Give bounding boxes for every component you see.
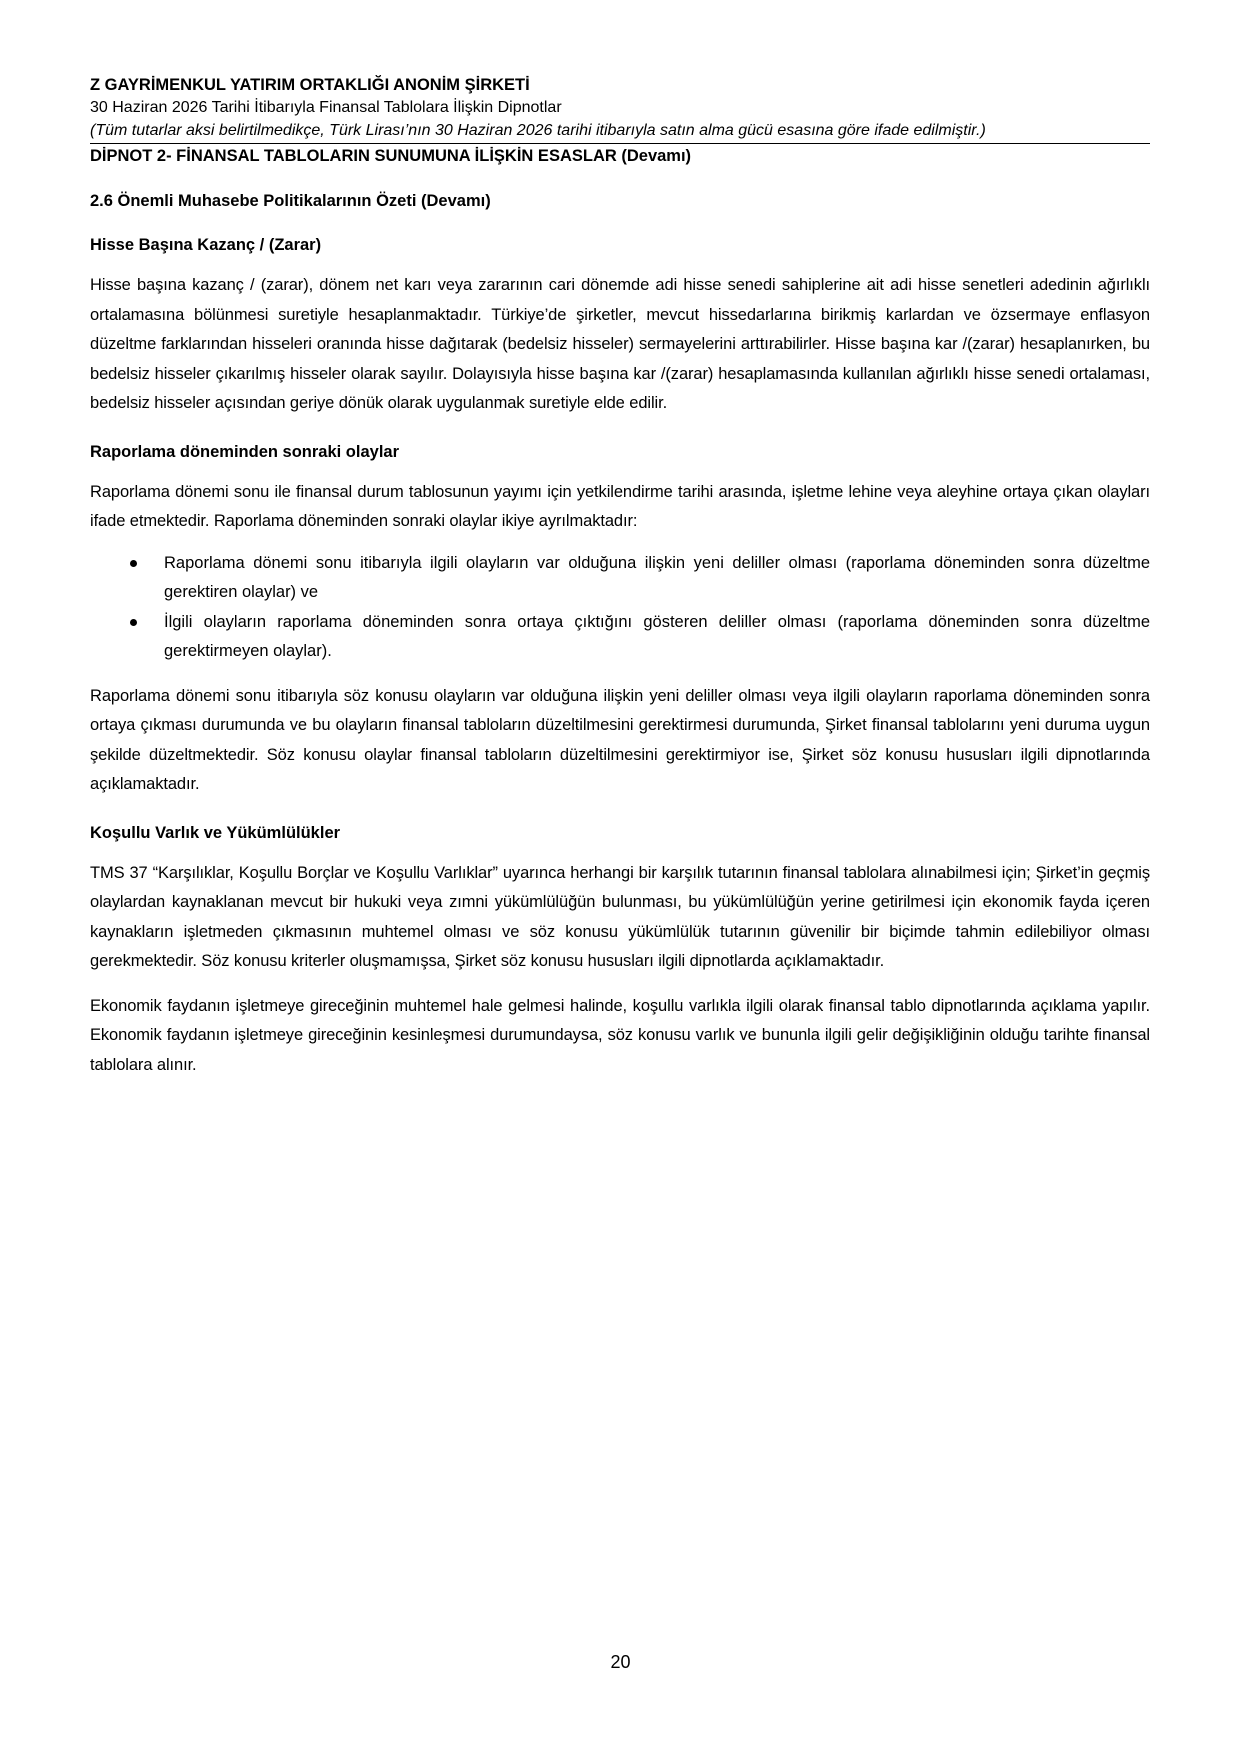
page-number: 20 (610, 1652, 631, 1672)
subsequent-events-heading: Raporlama döneminden sonraki olaylar (90, 442, 400, 461)
dipnot-title: DİPNOT 2- FİNANSAL TABLOLARIN SUNUMUNA İLİŞKİN ESASLAR (Devamı) (90, 147, 692, 165)
bullet-icon (130, 560, 137, 567)
report-subtitle: 30 Haziran 2026 Tarihi İtibarıyla Finansal Tablolara İlişkin Dipnotlar (90, 99, 562, 116)
list-item (90, 608, 1150, 667)
currency-note: (Tüm tutarlar aksi belirtilmedikçe, Türk Lirası’nın 30 Haziran 2026 tarihi itibarıyla satın alma gücü esasına göre ifade edilmiştir.) (90, 119, 1150, 144)
subsequent-events-paragraph-2: Raporlama dönemi sonu itibarıyla söz konusu olayların var olduğuna ilişkin yeni deliller olması veya ilgili olayların raporlama döneminden sonra ortaya çıkması durumunda ve bu olayların finansal tabloların düzeltilmesini gerektirmesi durumunda, Şirket finansal tablolarını yeni duruma uygun şekilde düzeltmektedir. Söz konusu olaylar finansal tabloların düzeltilmesini gerektirmiyor ise, Şirket söz konusu hususları ilgili dipnotlarında açıklamaktadır. (90, 686, 1150, 793)
eps-paragraph: Hisse başına kazanç / (zarar), dönem net karı veya zararının cari dönemde adi hisse senedi sahiplerine ait adi hisse senetleri adedinin ağırlıklı ortalamasına bölünmesi suretiyle hesaplanmaktadır. Türkiye’de şirketler, mevcut hissedarlarına birikmiş karlardan ve özsermaye enflasyon düzeltme farklarından hisseleri oranında hisse dağıtarak (bedelsiz hisseler) sermayelerini arttırabilirler. Hisse başına kar /(zarar) hesaplanırken, bu bedelsiz hisseler çıkarılmış hisseler olarak sayılır. Dolayısıyla hisse başına kar /(zarar) hesaplamasında kullanılan ağırlıklı hisse senedi ortalaması, bedelsiz hisseler açısından geriye dönük olarak uygulanmak suretiyle elde edilir. (90, 276, 1150, 412)
company-name: Z GAYRİMENKUL YATIRIM ORTAKLIĞI ANONİM ŞİRKETİ (90, 76, 530, 94)
contingent-heading: Koşullu Varlık ve Yükümlülükler (90, 823, 341, 842)
contingent-paragraph-2: Ekonomik faydanın işletmeye gireceğinin muhtemel hale gelmesi halinde, koşullu varlıkla ilgili olarak finansal tablo dipnotlarında açıklama yapılır. Ekonomik faydanın işletmeye gireceğinin kesinleşmesi durumundaysa, söz konusu varlık ve bununla ilgili gelir değişikliğinin olduğu tarihte finansal tablolara alınır. (90, 996, 1150, 1074)
subsequent-events-list (90, 549, 1150, 667)
document-page (90, 74, 1150, 1080)
list-item-text: İlgili olayların raporlama döneminden sonra ortaya çıktığını gösteren deliller olması (raporlama döneminden sonra düzeltme gerektirmeyen olaylar). (164, 612, 1150, 660)
section-title: 2.6 Önemli Muhasebe Politikalarının Özeti (Devamı) (90, 192, 491, 210)
eps-heading: Hisse Başına Kazanç / (Zarar) (90, 236, 322, 254)
subsequent-events-paragraph-1: Raporlama dönemi sonu ile finansal durum tablosunun yayımı için yetkilendirme tarihi arasında, işletme lehine veya aleyhine ortaya çıkan olayları ifade etmektedir. Raporlama döneminden sonraki olaylar ikiye ayrılmaktadır: (90, 482, 1150, 530)
list-item-text: Raporlama dönemi sonu itibarıyla ilgili olayların var olduğuna ilişkin yeni deliller olması (raporlama döneminden sonra düzeltme gerektiren olaylar) ve (164, 553, 1150, 601)
bullet-icon (130, 619, 137, 626)
list-item (90, 549, 1150, 608)
contingent-paragraph-1: TMS 37 “Karşılıklar, Koşullu Borçlar ve Koşullu Varlıklar” uyarınca herhangi bir karşılık tutarının finansal tablolara alınabilmesi için; Şirket’in geçmiş olaylardan kaynaklanan mevcut bir hukuki veya zımni yükümlülüğün bulunması, bu yükümlülüğün yerine getirilmesi için ekonomik fayda içeren kaynakların işletmeden çıkmasının muhtemel olması ve söz konusu yükümlülük tutarının güvenilir bir biçimde tahmin edilebiliyor olması gerekmektedir. Söz konusu kriterler oluşmamışsa, Şirket söz konusu hususları ilgili dipnotlarda açıklamaktadır. (90, 863, 1150, 970)
